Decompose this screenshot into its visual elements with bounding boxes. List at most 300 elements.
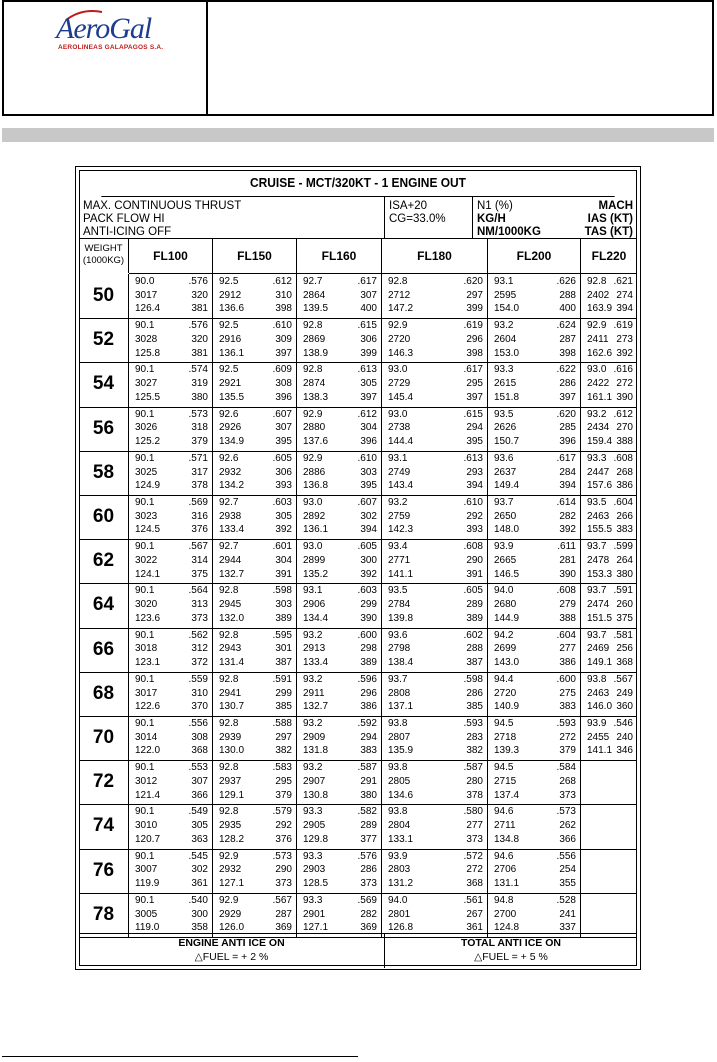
cell-line [129, 731, 212, 745]
data-cell [213, 362, 297, 406]
cell-value: 2434 [587, 422, 610, 434]
cell-line [382, 275, 487, 289]
cell-value: 130.7 [219, 701, 245, 713]
cell-value: 241 [559, 908, 576, 920]
cell-line [129, 333, 212, 347]
cell-value: .572 [463, 850, 483, 862]
cell-value: 93.5 [388, 585, 408, 597]
cell-line [382, 363, 487, 377]
cell-value: 388 [616, 436, 633, 447]
cell-line [581, 584, 637, 598]
cell-line [581, 687, 637, 701]
cell-value: 137.4 [494, 789, 520, 801]
data-cell [213, 407, 297, 451]
cell-value: 279 [559, 599, 576, 611]
cell-line [581, 421, 637, 435]
footer-left-value: △FUEL = + 2 % [194, 951, 269, 963]
data-cell [297, 672, 382, 716]
cell-line [297, 568, 381, 582]
cell-value: 92.9 [388, 320, 408, 332]
cell-value: 319 [191, 378, 208, 390]
cell-line [382, 377, 487, 391]
cell-value: 2715 [494, 775, 517, 787]
cell-value: 2909 [303, 731, 326, 743]
cell-value: 133.4 [219, 524, 245, 536]
cell-value: 2711 [494, 820, 516, 832]
cell-value: 125.5 [135, 391, 161, 403]
cell-value: .569 [188, 497, 208, 508]
cell-value: 299 [360, 599, 377, 611]
cell-line [129, 850, 212, 864]
table-row [79, 495, 637, 540]
data-cell [581, 804, 637, 848]
data-cell [382, 849, 488, 893]
cell-value: 92.8 [587, 276, 607, 287]
cell-value: 93.0 [303, 541, 323, 553]
cell-value: 122.0 [135, 745, 161, 757]
cell-value: 3026 [135, 422, 158, 434]
cell-line [488, 598, 580, 612]
cell-value: 94.6 [494, 806, 514, 818]
cell-line [297, 775, 381, 789]
cell-value: 262 [559, 820, 576, 832]
data-cell [297, 495, 382, 539]
cell-value: 294 [360, 731, 377, 743]
cell-line [213, 805, 296, 819]
cell-value: 337 [559, 922, 576, 934]
cell-line [488, 789, 580, 803]
cell-value: .602 [463, 629, 483, 641]
cell-value: .573 [556, 806, 576, 818]
footer-engine-anti-ice [79, 934, 385, 968]
table-row [79, 760, 637, 805]
cell-value: 2932 [219, 864, 242, 876]
cell-value: 373 [360, 878, 377, 889]
cell-line [213, 642, 296, 656]
cell-line [213, 319, 296, 333]
data-cell [297, 628, 382, 672]
cell-line [488, 744, 580, 758]
table-row [79, 274, 637, 319]
data-cell [488, 318, 581, 362]
cell-line [297, 319, 381, 333]
cell-line [488, 568, 580, 582]
cell-value: 92.8 [219, 718, 239, 729]
cell-value: 366 [191, 789, 208, 801]
cell-value: 2864 [303, 289, 326, 301]
cell-value: .556 [188, 718, 208, 729]
cell-value: 162.6 [587, 347, 613, 359]
cell-line [297, 894, 381, 908]
cell-line [129, 656, 212, 670]
cell-line [382, 435, 487, 449]
cell-value: 397 [466, 391, 483, 403]
data-cell [488, 407, 581, 451]
cell-value: 2945 [219, 599, 242, 611]
cell-value: 3020 [135, 599, 158, 611]
cell-value: 303 [360, 466, 377, 478]
cell-value: 393 [275, 480, 292, 492]
data-cell [488, 893, 581, 937]
cell-value: 93.7 [587, 629, 607, 641]
cell-value: 399 [466, 303, 483, 315]
cell-line [213, 908, 296, 922]
cell-line [129, 629, 212, 643]
cell-value: 2637 [494, 466, 517, 478]
cell-value: 93.1 [494, 276, 514, 287]
cell-line [488, 642, 580, 656]
cell-value: .546 [613, 718, 633, 729]
cell-line [213, 731, 296, 745]
cell-line [488, 584, 580, 598]
cell-value: 2665 [494, 554, 517, 566]
cell-value: .573 [272, 850, 292, 862]
cell-value: 131.2 [388, 878, 414, 889]
cell-value: 286 [466, 687, 483, 699]
cell-value: 3010 [135, 820, 158, 832]
cell-line [382, 333, 487, 347]
cell-value: .611 [557, 541, 576, 553]
cell-value: 3007 [135, 864, 158, 876]
cell-line [382, 523, 487, 537]
cell-line [488, 805, 580, 819]
cell-line [382, 700, 487, 714]
cell-value: 2911 [303, 687, 325, 699]
cell-line [129, 391, 212, 405]
cell-value: 92.9 [587, 320, 607, 332]
footer-right-value: △FUEL = + 5 % [474, 951, 548, 963]
cell-value: 128.2 [219, 833, 245, 845]
data-cell [382, 362, 488, 406]
cell-line [488, 347, 580, 361]
cell-line [581, 333, 637, 347]
cell-value: 2718 [494, 731, 517, 743]
cell-line [297, 496, 381, 510]
weight-header-line: WEIGHT [84, 243, 123, 254]
cell-value: 383 [616, 524, 633, 536]
cell-value: 129.1 [219, 789, 245, 801]
cell-line [213, 700, 296, 714]
data-cell [213, 628, 297, 672]
cell-value: 397 [360, 391, 377, 403]
cell-value: 392 [559, 524, 576, 536]
cell-value: .600 [357, 629, 377, 641]
data-cell [581, 893, 637, 937]
cell-line [213, 656, 296, 670]
cell-value: .610 [272, 320, 292, 332]
cell-value: 368 [466, 878, 483, 889]
cell-value: 268 [616, 466, 633, 478]
cell-line [488, 479, 580, 493]
cell-line [382, 510, 487, 524]
cell-line [382, 819, 487, 833]
data-cell [129, 362, 213, 406]
weight-value: 70 [79, 716, 129, 760]
cell-line [129, 673, 212, 687]
cell-line [581, 435, 637, 449]
weight-value: 60 [79, 495, 129, 539]
cell-line [488, 894, 580, 908]
data-cell [129, 274, 213, 318]
cell-value: 288 [466, 643, 483, 655]
cell-value: 373 [275, 878, 292, 889]
footer-right-title: TOTAL ANTI ICE ON [461, 937, 561, 949]
cell-value: 139.5 [303, 303, 329, 315]
cell-value: .608 [463, 541, 483, 553]
cell-value: 94.0 [388, 894, 408, 906]
cell-value: 399 [360, 347, 377, 359]
cell-value: 2905 [303, 820, 326, 832]
legend-block [473, 197, 637, 239]
cell-value: 2803 [388, 864, 411, 876]
cell-value: 299 [275, 687, 292, 699]
cell-value: 92.8 [388, 276, 408, 287]
cell-line [129, 687, 212, 701]
cell-line [213, 612, 296, 626]
cell-line [297, 761, 381, 775]
cell-value: .605 [272, 452, 292, 464]
cell-value: 275 [559, 687, 576, 699]
cell-value: 2804 [388, 820, 411, 832]
cell-line [488, 289, 580, 303]
cell-value: 94.6 [494, 850, 514, 862]
cell-value: 383 [360, 745, 377, 757]
cell-value: .581 [613, 629, 633, 641]
cell-value: 151.8 [494, 391, 520, 403]
data-cell [382, 451, 488, 495]
cell-value: 2943 [219, 643, 242, 655]
cell-value: 148.0 [494, 524, 520, 536]
cell-line [581, 408, 637, 422]
cell-value: 282 [360, 908, 377, 920]
cell-value: 3017 [135, 687, 158, 699]
cell-line [297, 731, 381, 745]
cell-line [488, 363, 580, 377]
cell-line [382, 775, 487, 789]
cell-value: 2784 [388, 599, 411, 611]
data-cell [213, 451, 297, 495]
cell-value: 90.1 [135, 806, 155, 818]
cell-value: 92.6 [219, 408, 239, 420]
cell-value: 392 [360, 568, 377, 580]
cell-line [213, 466, 296, 480]
cell-value: 287 [559, 333, 576, 345]
cell-value: 297 [466, 289, 483, 301]
cell-line [297, 510, 381, 524]
cell-value: 93.2 [303, 673, 323, 685]
cell-line [129, 877, 212, 891]
cell-value: 92.8 [219, 585, 239, 597]
data-cell [581, 672, 637, 716]
cell-value: 313 [191, 599, 208, 611]
cell-value: 267 [466, 908, 483, 920]
cell-line [488, 275, 580, 289]
cell-line [129, 894, 212, 908]
data-cell [297, 849, 382, 893]
cell-line [581, 347, 637, 361]
cell-value: 390 [559, 568, 576, 580]
cell-value: 2650 [494, 510, 517, 522]
cell-value: .607 [357, 497, 377, 508]
cell-line [581, 496, 637, 510]
cell-line [581, 612, 637, 626]
cell-value: 287 [275, 908, 292, 920]
cell-line [213, 687, 296, 701]
cell-value: 93.1 [388, 452, 408, 464]
cell-value: 305 [360, 378, 377, 390]
footer-total-anti-ice [385, 934, 637, 968]
cell-value: 396 [559, 436, 576, 447]
legend-right: IAS (KT) [587, 213, 633, 225]
cell-value: .617 [556, 452, 576, 464]
data-cell [297, 407, 382, 451]
data-cell [581, 583, 637, 627]
cell-value: 372 [191, 657, 208, 668]
cell-line [129, 775, 212, 789]
cell-value: 142.3 [388, 524, 414, 536]
cell-line [488, 435, 580, 449]
cell-value: 380 [616, 568, 633, 580]
cell-line [297, 612, 381, 626]
cell-value: 126.0 [219, 922, 245, 934]
data-cell [382, 318, 488, 362]
cell-value: 400 [559, 303, 576, 315]
cell-value: 386 [559, 657, 576, 668]
cell-value: 2595 [494, 289, 517, 301]
cell-value: 2916 [219, 333, 242, 345]
cell-line [297, 435, 381, 449]
cell-value: 281 [559, 554, 576, 566]
cell-line [382, 894, 487, 908]
cell-value: .605 [463, 585, 483, 597]
cell-value: 153.3 [587, 568, 613, 580]
cell-value: .579 [272, 806, 292, 818]
data-cell [581, 760, 637, 804]
cell-value: 2869 [303, 333, 326, 345]
cell-value: 93.2 [303, 718, 323, 729]
weight-value: 72 [79, 760, 129, 804]
cell-value: 390 [616, 391, 633, 403]
cell-value: 130.8 [303, 789, 329, 801]
cell-line [297, 819, 381, 833]
table-footer [79, 933, 637, 968]
cell-value: 3014 [135, 731, 158, 743]
cell-value: 268 [559, 775, 576, 787]
cell-line [488, 833, 580, 847]
data-cell [382, 407, 488, 451]
cell-value: .561 [463, 894, 483, 906]
cell-line [382, 347, 487, 361]
cell-value: .599 [613, 541, 633, 553]
cell-value: 2892 [303, 510, 326, 522]
cell-value: 298 [360, 643, 377, 655]
cell-value: .564 [188, 585, 208, 597]
cell-value: 373 [191, 612, 208, 624]
cell-value: 135.5 [219, 391, 245, 403]
weight-value: 56 [79, 407, 129, 451]
cell-line [488, 775, 580, 789]
cell-line [488, 612, 580, 626]
cell-value: 144.9 [494, 612, 520, 624]
cell-value: .610 [463, 497, 483, 508]
cell-value: 92.7 [303, 276, 323, 287]
cell-value: 316 [191, 510, 208, 522]
cell-value: 320 [191, 333, 208, 345]
cell-value: 127.1 [303, 922, 329, 934]
cell-line [129, 289, 212, 303]
cell-line [213, 877, 296, 891]
data-cell [129, 849, 213, 893]
cell-value: 285 [559, 422, 576, 434]
cell-value: 146.5 [494, 568, 520, 580]
cell-value: .598 [463, 673, 483, 685]
cell-line [129, 612, 212, 626]
cell-value: 296 [360, 687, 377, 699]
cell-value: 389 [275, 612, 292, 624]
cell-value: 2604 [494, 333, 517, 345]
cell-value: 314 [191, 554, 208, 566]
cell-line [581, 598, 637, 612]
cell-value: 92.8 [219, 629, 239, 641]
cell-value: 136.1 [219, 347, 245, 359]
cell-value: 394 [616, 303, 633, 315]
cell-line [488, 673, 580, 687]
cell-line [297, 744, 381, 758]
cell-line [213, 377, 296, 391]
cell-line [213, 568, 296, 582]
data-cell [488, 760, 581, 804]
cell-line [297, 700, 381, 714]
cell-value: 2880 [303, 422, 326, 434]
cell-value: 124.9 [135, 480, 161, 492]
cell-line [213, 479, 296, 493]
cell-value: 3023 [135, 510, 158, 522]
cell-value: 134.2 [219, 480, 245, 492]
table-row [79, 628, 637, 673]
data-cell [297, 451, 382, 495]
cell-value: 133.4 [303, 657, 329, 668]
cell-line [488, 819, 580, 833]
cell-value: 93.6 [388, 629, 408, 641]
cell-line [488, 554, 580, 568]
legend-left: N1 (%) [477, 200, 513, 212]
cell-line [581, 302, 637, 316]
cell-value: 395 [466, 436, 483, 447]
data-cell [382, 628, 488, 672]
cell-value: 370 [191, 701, 208, 713]
cell-value: 380 [191, 391, 208, 403]
cell-line [488, 496, 580, 510]
cell-value: .553 [188, 762, 208, 774]
cell-value: 396 [275, 391, 292, 403]
data-cell [488, 804, 581, 848]
data-cell [581, 495, 637, 539]
cell-line [297, 523, 381, 537]
data-cell [297, 760, 382, 804]
data-cell [129, 583, 213, 627]
cell-line [297, 289, 381, 303]
table-row [79, 893, 637, 938]
data-cell [129, 672, 213, 716]
cell-value: .569 [357, 894, 377, 906]
cell-value: .598 [272, 585, 292, 597]
cell-value: .540 [188, 894, 208, 906]
cell-value: 131.4 [219, 657, 245, 668]
cell-value: 3022 [135, 554, 158, 566]
cell-value: .600 [556, 673, 576, 685]
cell-value: 297 [275, 731, 292, 743]
cell-value: .615 [357, 320, 377, 332]
